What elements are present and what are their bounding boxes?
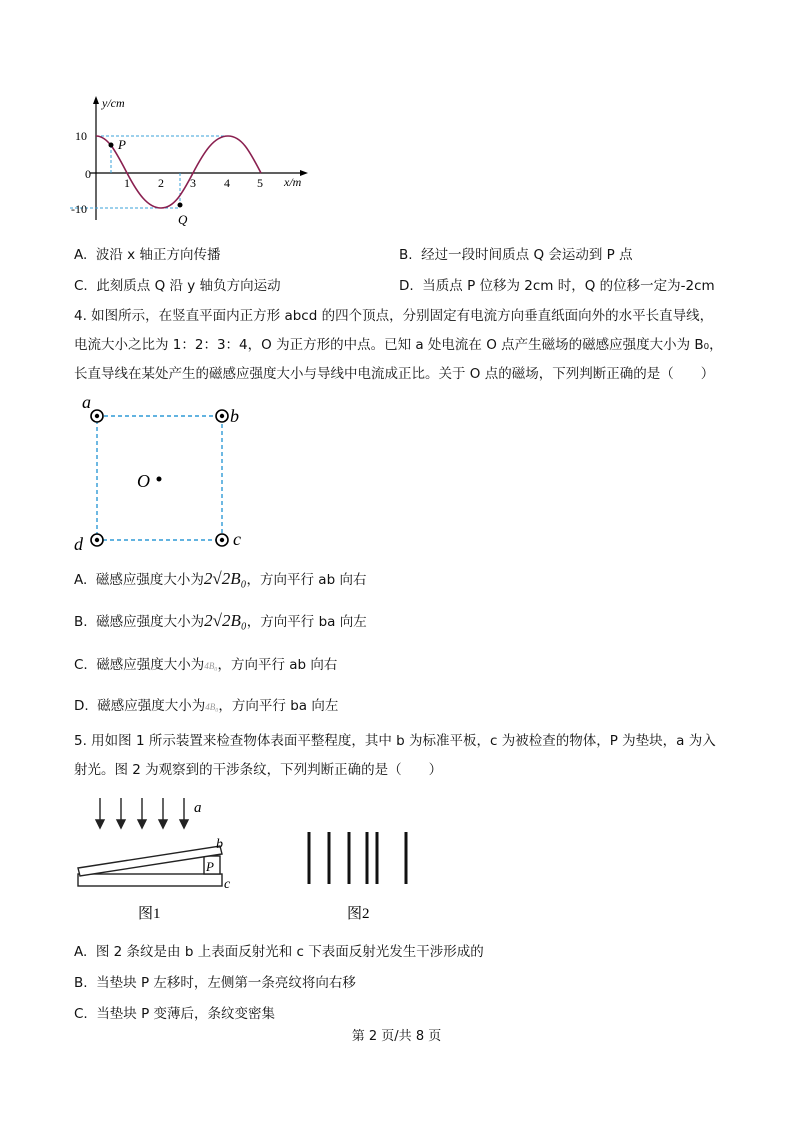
option-math: 4B₀ xyxy=(205,702,219,712)
option-text: 当垫块 P 变薄后，条纹变密集 xyxy=(96,1006,276,1022)
x-axis-label: x/m xyxy=(284,175,302,189)
option-label: B. xyxy=(74,975,88,991)
interference-fringes xyxy=(309,832,406,884)
q3-option-b[interactable] xyxy=(399,243,633,263)
option-label: C. xyxy=(74,278,88,294)
option-text-suffix: ，方向平行 ab 向右 xyxy=(217,657,338,673)
fig1-caption: 图1 xyxy=(138,906,161,922)
vertex-label-d: d xyxy=(74,534,83,554)
fig1-label-a: a xyxy=(194,800,202,816)
figure-1-apparatus xyxy=(70,790,240,930)
fig1-label-p: P xyxy=(206,859,214,874)
x-tick-1: 1 xyxy=(124,176,130,190)
point-q-label: Q xyxy=(178,212,188,227)
origin-label: 0 xyxy=(85,167,91,181)
option-text: 磁感应强度大小为 xyxy=(96,657,205,673)
option-label: B. xyxy=(74,614,88,630)
standard-plate-b xyxy=(78,846,222,876)
option-label: C. xyxy=(74,1006,88,1022)
x-tick-4: 4 xyxy=(224,176,230,190)
q4-option-b[interactable] xyxy=(74,610,367,631)
vertex-label-b: b xyxy=(230,406,239,426)
y-tick-neg10: -10 xyxy=(71,202,87,216)
option-label: B. xyxy=(399,247,413,263)
vertex-label-a: a xyxy=(82,392,91,412)
point-q-marker xyxy=(178,203,183,208)
point-p-label: P xyxy=(118,137,126,152)
fig2-caption: 图2 xyxy=(347,906,370,922)
wave-graph xyxy=(60,88,340,228)
option-text: 经过一段时间质点 Q 会运动到 P 点 xyxy=(421,247,633,263)
fig1-label-b: b xyxy=(216,837,223,852)
center-point-marker xyxy=(157,477,162,482)
option-label: D. xyxy=(399,278,414,294)
y-axis-arrow xyxy=(93,96,99,104)
y-axis-label: y/cm xyxy=(102,96,125,110)
option-label: C. xyxy=(74,657,88,673)
square-diagram xyxy=(70,390,260,555)
option-math: 2√2B₀ xyxy=(204,611,247,630)
option-text: 磁感应强度大小为 xyxy=(97,698,206,714)
wire-b-icon xyxy=(216,410,228,422)
center-label-o: O xyxy=(137,471,150,491)
y-tick-10: 10 xyxy=(75,129,87,143)
q5-stem xyxy=(74,727,774,785)
q3-option-c[interactable] xyxy=(74,274,281,294)
option-text: 磁感应强度大小为 xyxy=(95,572,204,588)
q3-option-d[interactable] xyxy=(399,274,715,294)
option-label: D. xyxy=(74,698,89,714)
q4-option-a[interactable] xyxy=(74,568,366,589)
option-text-suffix: ，方向平行 ba 向左 xyxy=(218,698,339,714)
q4-stem-line-1: 4. 如图所示，在竖直平面内正方形 abcd 的四个顶点，分别固定有电流方向垂直纸面向外的水平长直导线， xyxy=(74,308,714,324)
option-label: A. xyxy=(74,247,88,263)
q4-option-d[interactable] xyxy=(74,694,338,714)
option-math: 4B₀ xyxy=(204,661,218,671)
x-tick-5: 5 xyxy=(257,176,263,190)
option-text: 波沿 x 轴正方向传播 xyxy=(95,247,221,263)
test-object-c xyxy=(78,874,222,886)
option-text-suffix: ，方向平行 ba 向左 xyxy=(246,614,367,630)
wire-a-icon xyxy=(91,410,103,422)
q5-stem-line-1: 5. 用如图 1 所示装置来检查物体表面平整程度，其中 b 为标准平板，c 为被检查的物体，P 为垫块，a 为入 xyxy=(74,733,716,749)
wire-c-icon xyxy=(216,534,228,546)
fig1-label-c: c xyxy=(224,877,231,892)
q3-option-a[interactable] xyxy=(74,243,220,263)
q5-option-b[interactable] xyxy=(74,971,356,991)
q5-stem-line-2: 射光。图 2 为观察到的干涉条纹，下列判断正确的是（ ） xyxy=(74,762,443,778)
point-p-marker xyxy=(109,143,114,148)
option-text: 当垫块 P 左移时，左侧第一条亮纹将向右移 xyxy=(96,975,356,991)
page-footer: 第 2 页/共 8 页 xyxy=(351,1029,442,1044)
option-text: 此刻质点 Q 沿 y 轴负方向运动 xyxy=(96,278,281,294)
q5-option-c[interactable] xyxy=(74,1002,275,1022)
incident-light-arrows-icon xyxy=(96,798,188,828)
wire-d-icon xyxy=(91,534,103,546)
option-text: 磁感应强度大小为 xyxy=(96,614,205,630)
q5-option-a[interactable] xyxy=(74,940,484,960)
x-tick-2: 2 xyxy=(158,176,164,190)
option-text-suffix: ，方向平行 ab 向右 xyxy=(246,572,367,588)
option-text: 图 2 条纹是由 b 上表面反射光和 c 下表面反射光发生干涉形成的 xyxy=(95,944,484,960)
q4-option-c[interactable] xyxy=(74,653,337,673)
x-tick-3: 3 xyxy=(190,176,196,190)
option-label: A. xyxy=(74,944,88,960)
q4-stem-line-2: 电流大小之比为 1：2：3：4，O 为正方形的中点。已知 a 处电流在 O 点产生磁场的磁感应强度大小为 B₀， xyxy=(74,337,723,353)
option-math: 2√2B₀ xyxy=(203,569,247,588)
figure-2-fringes xyxy=(295,790,425,930)
q4-stem xyxy=(74,302,774,389)
q4-stem-line-3: 长直导线在某处产生的磁感应强度大小与导线中电流成正比。关于 O 点的磁场，下列判断正确的是（ ） xyxy=(74,366,715,382)
option-label: A. xyxy=(74,572,88,588)
option-text: 当质点 P 位移为 2cm 时，Q 的位移一定为-2cm xyxy=(422,278,715,294)
vertex-label-c: c xyxy=(233,529,241,549)
